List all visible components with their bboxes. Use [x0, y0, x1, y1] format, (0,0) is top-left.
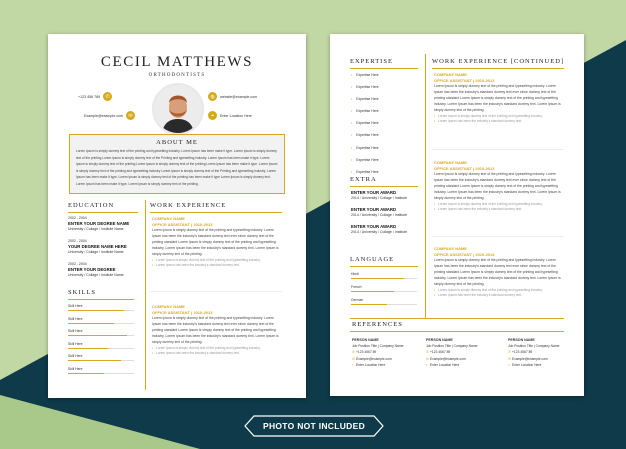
work-heading: WORK EXPERIENCE — [150, 202, 227, 209]
reference-email: Example@example.com — [512, 356, 548, 361]
expertise-item: • Expertise Here — [351, 69, 421, 81]
resume-title: ORTHODONTISTS — [148, 73, 206, 78]
reference-name: PERSON NAME — [352, 338, 379, 342]
location-pin-icon: ⌖ — [426, 362, 428, 367]
extra-item — [351, 224, 407, 235]
language-label: German — [351, 298, 364, 302]
job-role: OFFICE ASSISTANT | 2010-2013 — [434, 78, 495, 83]
expertise-item: • Expertise Here — [351, 166, 421, 178]
website-contact — [208, 92, 257, 101]
location-pin-icon: ⌖ — [508, 362, 510, 367]
company-name: COMPANY NAME — [434, 160, 467, 165]
email-icon: ✉ — [508, 356, 511, 361]
skill-item — [68, 329, 134, 336]
language-bar — [351, 291, 417, 292]
skill-label: Skill Here — [68, 366, 83, 371]
award-sub: 2014 / University / Collage / Institute — [351, 196, 408, 200]
resume-name: CECIL MATTHEWS — [100, 54, 254, 70]
language-label: French — [351, 285, 362, 289]
skill-item — [68, 304, 134, 311]
email-text: Example@example.com — [84, 113, 124, 118]
website-text: website@example.com — [220, 94, 258, 99]
reference-email: Example@example.com — [430, 356, 466, 361]
job-role: OFFICE ASSISTANT | 2010-2013 — [152, 222, 213, 227]
work-text: Lorem Ipsum is simply dummy text of the printing and typesetting industry. Lorem Ipsum has been the industry's standard dummy text ever since dummy text of the printing standard Lorem Ipsum is simply dummy text of the printing and typesetting industry. Lorem Ipsum has been the industry's standard dummy text. Lorem Ipsum is simply dummy text of the printing. — [434, 172, 561, 200]
work-text: Lorem Ipsum is simply dummy text of the printing and typesetting industry. Lorem Ipsum has been the industry's standard dummy text ever since dummy text of the printing standard Lorem Ipsum is simply dummy text of the printing and typesetting industry. Lorem Ipsum has been the industry's standard dummy text. Lorem Ipsum is simply dummy text of the printing. — [434, 258, 561, 286]
skill-item — [68, 342, 134, 349]
skill-bar — [68, 323, 134, 324]
work-bullet: • Lorem Ipsum is simply dummy text of the printing and typesetting industry. — [152, 258, 280, 263]
about-box — [69, 134, 285, 194]
skill-bar — [68, 360, 134, 361]
about-text: Lorem Ipsum is simply dummy text of the printing and typesetting industry. Lorem Ipsum has been make it type. Lorem Ipsum is simply dummy text of the printing Lorem Ipsum is simply dummy text of the Printing and typesetting industry. Lorem Ipsum has been make it type. Lorem Ipsum is simply dummy text of the printing Lorem Ipsum is simply dummy text of the printing Lorem Ipsum has been make it type. Lorem Ipsum is simply dummy text of the printing and typesetting industry Lorem Ipsum is simply dummy text of the Printing and typesetting industry. Lorem Ipsum has been make it type. Lorem Ipsum is simply dummy text of the printing has been make it type Lorem Ipsum is simply dummy text. Lorem Ipsum has been make it type. Lorem Ipsum is simply dummy text of the printing. — [76, 149, 278, 186]
location-contact — [208, 111, 252, 120]
language-bar — [351, 278, 417, 279]
skill-bar-fill — [68, 373, 104, 374]
photo-not-included-banner — [244, 415, 384, 437]
skill-label: Skill Here — [68, 341, 83, 346]
skill-bar-fill — [68, 348, 108, 349]
phone-contact — [78, 92, 112, 101]
language-rule — [350, 266, 418, 267]
company-name: COMPANY NAME — [434, 72, 467, 77]
reference-card — [426, 337, 477, 368]
reference-job: Job Position Title | Company Name — [352, 344, 404, 349]
work-bullet: • Lorem Ipsum is simply dummy text of the printing and typesetting industry. — [434, 202, 562, 207]
company-name: COMPANY NAME — [152, 216, 185, 221]
references-rule — [350, 331, 564, 332]
work-rule — [150, 212, 282, 213]
reference-job: Job Position Title | Company Name — [426, 344, 478, 349]
skill-label: Skill Here — [68, 329, 83, 333]
work-entry — [152, 216, 280, 268]
work-separator — [150, 291, 282, 292]
phone-icon: ✆ — [508, 350, 511, 355]
skill-bar — [68, 335, 134, 336]
work-bullet: • Lorem Ipsum has been the industry's standard dummy text. — [434, 119, 562, 124]
email-icon: ✉ — [426, 356, 429, 361]
language-bar — [351, 304, 417, 305]
skill-item — [68, 354, 134, 361]
reference-location: Enter Location Here — [356, 362, 386, 367]
work-separator — [432, 149, 564, 150]
education-rule — [68, 212, 138, 213]
expertise-heading: EXPERTISE — [350, 58, 393, 65]
expertise-item: • Expertise Here — [351, 105, 421, 117]
education-years: 2002 - 2004 — [68, 262, 87, 266]
resume-page-1 — [48, 34, 306, 398]
profile-photo — [152, 83, 204, 135]
reference-name: PERSON NAME — [426, 338, 453, 342]
skill-label: Skill Here — [68, 304, 83, 308]
expertise-item: • Expertise Here — [351, 154, 421, 166]
education-degree: YOUR DEGREE NAME HERE — [68, 244, 127, 249]
education-item — [68, 216, 129, 232]
expertise-list — [351, 69, 421, 178]
reference-email: Example@example.com — [356, 356, 392, 361]
work-text: Lorem Ipsum is simply dummy text of the printing and typesetting industry. Lorem Ipsum has been the industry's standard dummy text ever since dummy text of the printing standard Lorem Ipsum is simply dummy text of the printing and typesetting industry. Lorem Ipsum has been the industry's standard dummy text. Lorem Ipsum is simply dummy text of the printing. — [152, 316, 279, 344]
education-years: 2002 - 2004 — [68, 239, 87, 243]
expertise-item: • Expertise Here — [351, 81, 421, 93]
expertise-item: • Expertise Here — [351, 117, 421, 129]
expertise-item: • Expertise Here — [351, 129, 421, 141]
expertise-item: • Expertise Here — [351, 93, 421, 105]
work-entry — [434, 72, 562, 124]
expertise-item: • Expertise Here — [351, 142, 421, 154]
work-bullet: • Lorem Ipsum has been the industry's standard dummy text. — [434, 207, 562, 212]
language-bar-fill — [351, 278, 404, 279]
location-text: Enter Location Here — [220, 113, 252, 118]
skill-bar-fill — [68, 360, 121, 361]
location-pin-icon: ⌖ — [352, 362, 354, 367]
work-bullet: • Lorem Ipsum has been the industry's standard dummy text. — [152, 351, 280, 356]
language-item — [351, 298, 417, 305]
work-bullet: • Lorem Ipsum is simply dummy text of the printing and typesetting industry. — [434, 288, 562, 293]
column-divider — [425, 54, 426, 318]
globe-icon: ◍ — [208, 92, 217, 101]
language-heading: LANGUAGE — [350, 256, 395, 263]
reference-job: Job Position Title | Company Name — [508, 344, 560, 349]
extra-heading: EXTRA — [350, 176, 377, 183]
phone-icon: ✆ — [426, 350, 429, 355]
reference-card — [508, 337, 559, 368]
skills-rule — [68, 299, 134, 300]
column-divider — [145, 200, 146, 390]
work-text: Lorem Ipsum is simply dummy text of the printing and typesetting industry. Lorem Ipsum has been the industry's standard dummy text ever since dummy text of the printing standard Lorem Ipsum is simply dummy text of the printing and typesetting industry. Lorem Ipsum has been the industry's standard dummy text. Lorem Ipsum is simply dummy text of the printing. — [152, 228, 279, 256]
extra-rule — [350, 186, 418, 187]
skill-item — [68, 367, 134, 374]
work-entry — [434, 246, 562, 298]
location-pin-icon: ⌖ — [208, 111, 217, 120]
extra-item — [351, 207, 407, 218]
reference-name: PERSON NAME — [508, 338, 535, 342]
job-role: OFFICE ASSISTANT | 2010-2013 — [434, 166, 495, 171]
education-school: University / Collage / Institute Name — [68, 227, 124, 231]
reference-phone: +123 4567 89 — [356, 350, 377, 355]
work-separator — [432, 236, 564, 237]
email-contact — [84, 111, 135, 120]
skill-label: Skill Here — [68, 316, 83, 321]
language-bar-fill — [351, 304, 387, 305]
skill-bar — [68, 348, 134, 349]
references-top-rule — [350, 318, 564, 319]
education-heading: EDUCATION — [68, 202, 115, 209]
education-degree: ENTER YOUR DEGREE NAME — [68, 221, 130, 226]
language-bar-fill — [351, 291, 394, 292]
banner-text: PHOTO NOT INCLUDED — [262, 421, 366, 431]
language-item — [351, 272, 417, 279]
work-bullet: • Lorem Ipsum has been the industry's standard dummy text. — [152, 263, 280, 268]
education-school: University / Collage / Institute Name — [68, 250, 124, 254]
work-continued-rule — [432, 68, 564, 69]
award-title: ENTER YOUR AWARD — [351, 207, 397, 212]
award-title: ENTER YOUR AWARD — [351, 224, 397, 229]
work-bullet: • Lorem Ipsum is simply dummy text of the printing and typesetting industry. — [434, 114, 562, 119]
phone-text: +123 456 789 — [78, 94, 101, 99]
phone-icon: ✆ — [352, 350, 355, 355]
work-text: Lorem Ipsum is simply dummy text of the printing and typesetting industry. Lorem Ipsum has been the industry's standard dummy text ever since dummy text of the printing standard Lorem Ipsum is simply dummy text of the printing and typesetting industry. Lorem Ipsum has been the industry's standard dummy text. Lorem Ipsum is simply dummy text of the printing. — [434, 84, 561, 112]
education-item — [68, 239, 127, 255]
resume-page-2 — [330, 34, 584, 396]
skill-bar — [68, 310, 134, 311]
reference-phone: +123 4567 89 — [512, 350, 533, 355]
award-sub: 2014 / University / Collage / Institute — [351, 213, 408, 217]
work-continued-heading: WORK EXPERIENCE [CONTINUED] — [432, 58, 565, 65]
work-entry — [434, 160, 562, 212]
education-school: University / Collage / Institute Name — [68, 273, 124, 277]
work-bullet: • Lorem Ipsum has been the industry's standard dummy text. — [434, 293, 562, 298]
work-entry — [152, 304, 280, 356]
reference-location: Enter Location Here — [430, 362, 460, 367]
skill-item — [68, 317, 134, 324]
job-role: OFFICE ASSISTANT | 2010-2013 — [152, 310, 213, 315]
reference-location: Enter Location Here — [512, 362, 542, 367]
email-icon: ✉ — [126, 111, 135, 120]
company-name: COMPANY NAME — [434, 246, 467, 251]
skill-label: Skill Here — [68, 354, 83, 358]
email-icon: ✉ — [352, 356, 355, 361]
skill-bar-fill — [68, 335, 127, 336]
skill-bar — [68, 373, 134, 374]
award-sub: 2014 / University / Collage / Institute — [351, 230, 408, 234]
job-role: OFFICE ASSISTANT | 2010-2013 — [434, 252, 495, 257]
reference-card — [352, 337, 403, 368]
language-label: Hindi — [351, 272, 359, 276]
reference-phone: +123 4567 89 — [430, 350, 451, 355]
extra-item — [351, 190, 407, 201]
education-degree: ENTER YOUR DEGREE — [68, 267, 116, 272]
skill-bar-fill — [68, 310, 124, 311]
phone-icon: ✆ — [103, 92, 112, 101]
skills-heading: SKILLS — [68, 289, 97, 296]
company-name: COMPANY NAME — [152, 304, 185, 309]
language-item — [351, 285, 417, 292]
about-heading: ABOUT ME — [156, 139, 198, 146]
skill-bar-fill — [68, 323, 114, 324]
work-bullet: • Lorem Ipsum is simply dummy text of the printing and typesetting industry. — [152, 346, 280, 351]
award-title: ENTER YOUR AWARD — [351, 190, 397, 195]
references-heading: REFERENCES — [352, 321, 403, 328]
education-item — [68, 262, 124, 278]
education-years: 2002 - 2004 — [68, 216, 87, 220]
